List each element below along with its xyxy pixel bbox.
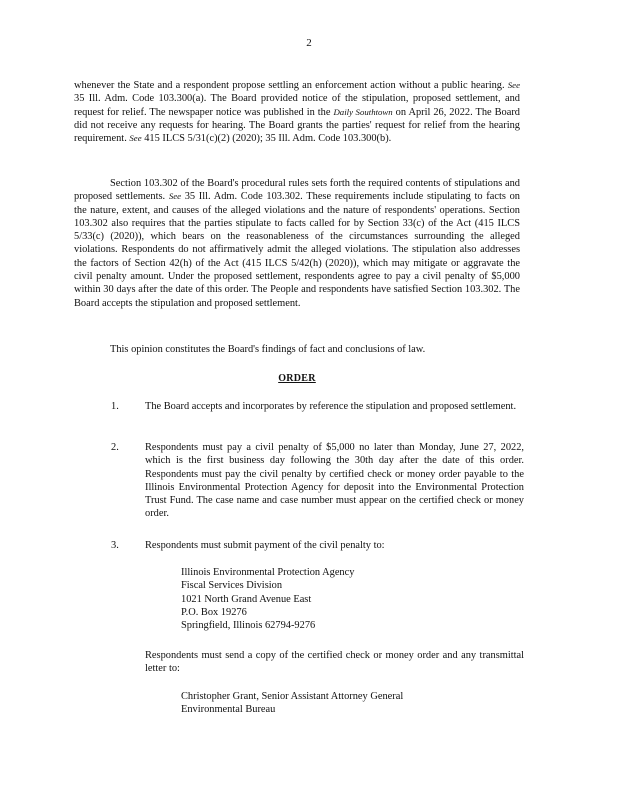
see-signal: See [507, 80, 520, 90]
order-item-number: 1. [111, 401, 119, 412]
copy-instruction: Respondents must send a copy of the certified check or money order and any transmittal letter to: [145, 650, 524, 675]
order-item-text: Respondents must pay a civil penalty of $5,000 no later than Monday, June 27, 2022, which is the first business day following the 30th day after the date of this order. Respondents must pay the civil penalty by certified check or money order payable to the Illinois Environmental Protection Agency for deposit into the Environmental Protection Trust Fund. The case name and case number must appear on the certified check or money order. [145, 442, 524, 520]
address-line: 1021 North Grand Avenue East [181, 593, 312, 605]
payment-address-block [181, 566, 354, 632]
order-item-text: The Board accepts and incorporates by reference the stipulation and proposed settlement. [145, 401, 517, 412]
order-heading [74, 372, 520, 385]
address-line: P.O. Box 19276 [181, 606, 247, 618]
paragraph-findings: This opinion constitutes the Board's findings of fact and conclusions of law. [110, 344, 426, 355]
paragraph-hearing-notice [74, 79, 520, 145]
para1-text-b: 35 Ill. Adm. Code 103.300(a). The Board provided notice of the stipulation, proposed settlement, and request for relief. The newspaper notice was published in the [74, 93, 520, 118]
para1-text-c: on April 26, 2022. The Board did not receive any requests for hearing. The Board grants the parties' request for relief from the hearing requirement. [74, 106, 520, 145]
para1-text-a: whenever the State and a respondent propose settling an enforcement action without a public hearing. [74, 80, 505, 91]
address-line: Fiscal Services Division [181, 580, 283, 592]
page-number: 2 [306, 37, 312, 49]
see-signal: See [129, 133, 142, 144]
address-line: Springfield, Illinois 62794-9276 [181, 620, 316, 632]
newspaper-name: Daily Southtown [333, 106, 393, 117]
order-item-number: 2. [111, 442, 119, 453]
para2-text-b: 35 Ill. Adm. Code 103.302. These requirements include stipulating to facts on the nature, extent, and causes of the alleged violations and the nature of respondents' operations. Section 103.302 also requires that the parties stipulate to facts called for by Section 33(c) of the Act (415 ILCS 5/33(c) (2020)), which bears on the reasonableness of the circumstances surrounding the alleged violations. Respondents do not affirmatively admit the alleged violations. The stipulation also addresses the factors of Section 42(h) of the Act (415 ILCS 5/42(h) (2020)), which may mitigate or aggravate the civil penalty amount. Under the proposed settlement, respondents agree to pay a civil penalty of $5,000 within 30 days after the date of this order. The People and respondents have satisfied Section 103.302. The Board accepts the stipulation and proposed settlement. [74, 191, 520, 309]
para2-text-a: Section 103.302 of the Board's procedural rules sets forth the required contents of stipulations and proposed settlements. [74, 178, 520, 203]
paragraph-section-103-302 [74, 177, 520, 310]
order-title: ORDER [278, 373, 316, 384]
address-line: Illinois Environmental Protection Agency [181, 567, 355, 578]
see-signal: See [168, 191, 182, 202]
order-item-text: Respondents must submit payment of the civil penalty to: [145, 540, 385, 551]
address-line: Environmental Bureau [181, 704, 276, 716]
para1-text-d: 415 ILCS 5/31(c)(2) (2020); 35 Ill. Adm. Code 103.300(b). [144, 133, 392, 145]
copy-address-block [181, 690, 403, 717]
order-item-number: 3. [111, 540, 119, 551]
address-line: Christopher Grant, Senior Assistant Attorney General [181, 691, 404, 702]
